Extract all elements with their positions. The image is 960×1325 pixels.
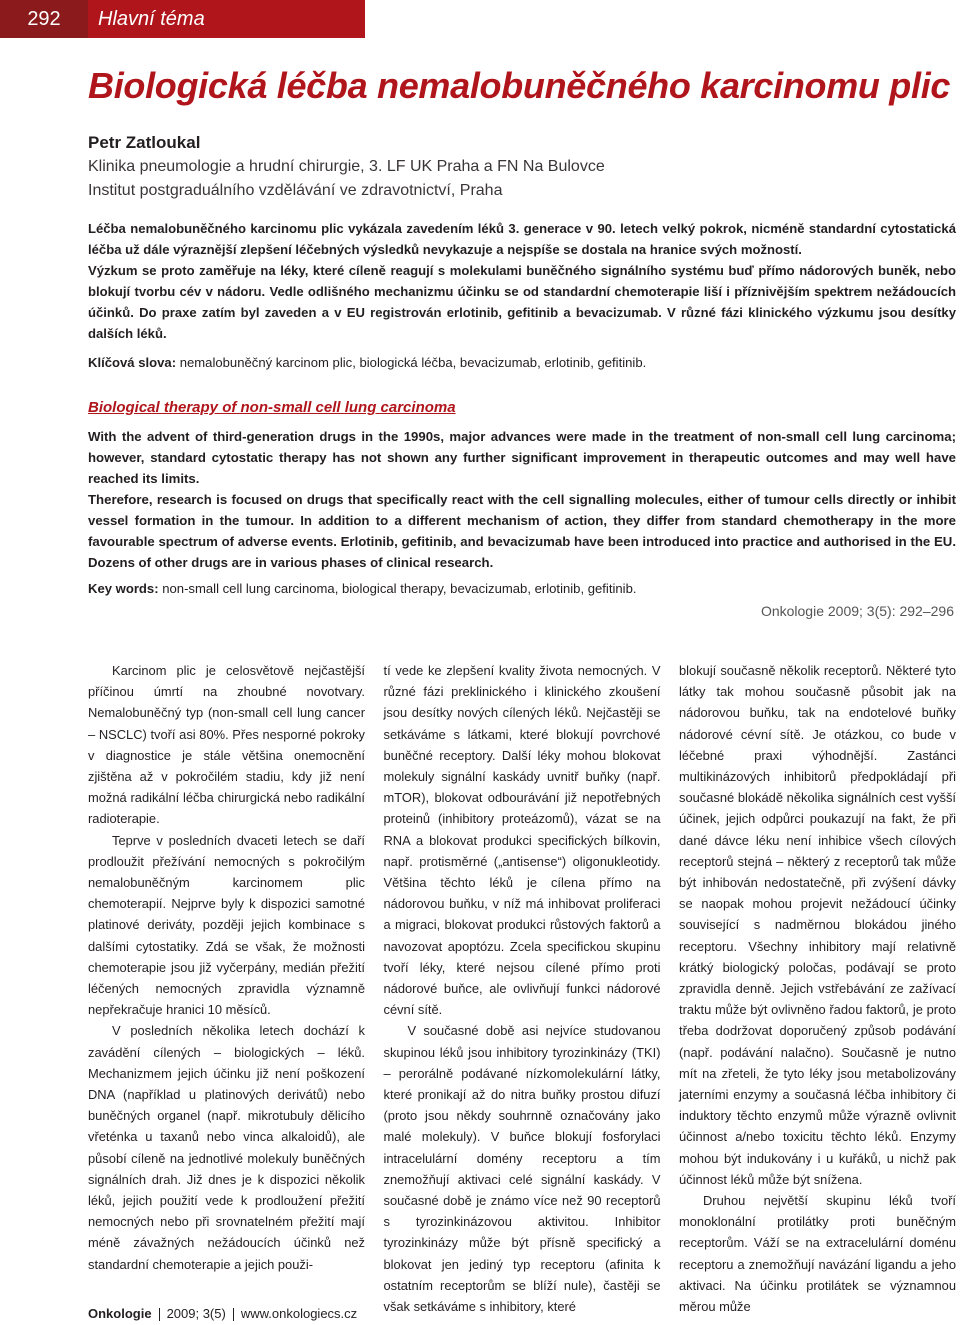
body-paragraph: Druhou největší skupinu léků tvoří monoklonální protilátky proti buněčným receptorům. Váží se na extracelulární doménu receptoru a znemožňují navázání ligandu a jeho aktivaci. Na účinku protilátek se významnou měrou může (679, 1193, 956, 1315)
body-column-1 (88, 660, 365, 1285)
author-name: Petr Zatloukal (88, 133, 201, 152)
footer-journal: Onkologie (88, 1306, 152, 1321)
footer-separator (159, 1308, 160, 1321)
running-header (0, 0, 365, 38)
keywords-cz-text: nemalobuněčný karcinom plic, biologická léčba, bevacizumab, erlotinib, gefitinib. (179, 355, 647, 370)
body-paragraph: blokují současně několik receptorů. Některé tyto látky tak mohou současně působit jak na nádorovou buňku, tak na endotelové buňky nádorové cévní sítě. Je otázkou, co bude v léčebné praxi výhodnější. Zastánci multikinázových inhibitorů předpokládají při současné blokádě několika signálních cest vyšší účinek, jejich odpůrci poukazují na fakt, že při dané dávce léku není inhibice všech cílových receptorů stejná – některý z receptorů tak může být inhibován nedostatečně, při zvýšení dávky se naopak mohou projevit nežádoucí účinky související s nadměrnou blokádou jiného receptoru. Všechny inhibitory mají relativně krátký biologický poločas, podávají se proto zpravidla denně. Jejich vstřebávání ze zažívací traktu může být ovlivněno řadou faktorů, je proto třeba dodržovat doporučený způsob podávání (např. podávání nalačno). Současně je nutno mít na zřeteli, že tyto léky jsou metabolizovány jaterními enzymy a současná léčba inhibitory či induktory těchto enzymů může výrazně ovlivnit účinnost a/nebo toxicitu těchto léků. Enzymy mohou být indukovány i u kuřáků, u nichž pak účinnost léků může být snížena. (679, 663, 956, 1187)
section-name: Hlavní téma (88, 0, 365, 38)
abstract-cz-paragraph: Léčba nemalobuněčného karcinomu plic vykázala zavedením léků 3. generace v 90. letech velký pokrok, nicméně standardní cytostatická léčba už dále výraznější zlepšení léčebných výsledků nevykazuje a nejspíše se dostala na hranice svých možností. (88, 221, 956, 257)
citation: Onkologie 2009; 3(5): 292–296 (760, 603, 954, 619)
article-title: Biologická léčba nemalobuněčného karcinomu plic (88, 65, 951, 106)
affiliation-2: Institut postgraduálního vzdělávání ve zdravotnictví, Praha (88, 182, 503, 199)
body-paragraph: Karcinom plic je celosvětově nejčastější příčinou úmrtí na zhoubné novotvary. Nemalobuněčný typ (non-small cell lung cancer – NSCLC) tvoří asi 80%. Přes nesporné pokroky v diagnostice je stále většina onemocnění zjištěna až v pokročilém stadiu, kdy již není možná radikální léčba chirurgická nebo radikální radioterapie. (88, 663, 365, 827)
body-column-3 (679, 660, 956, 1315)
body-paragraph: Teprve v posledních dvaceti letech se daří prodloužit přežívání nemocných s pokročilým nemalobuněčným karcinomem plic chemoterapií. Nejprve byly k dispozici samotné platinové deriváty, později jejich kombinace s dalšími cytostatiky. Zdá se však, že možnosti chemoterapie jsou již vyčerpány, medián přežití léčených nemocných zpravidla významně nepřekračuje hranici 10 měsíců. (88, 832, 365, 1018)
keywords-cz (88, 355, 956, 370)
page-footer (88, 1306, 357, 1321)
abstract-en (88, 426, 956, 573)
english-title: Biological therapy of non-small cell lung carcinoma (88, 399, 456, 416)
affiliation-1: Klinika pneumologie a hrudní chirurgie, 3. LF UK Praha a FN Na Bulovce (88, 158, 605, 175)
keywords-en-label: Key words: (88, 581, 159, 596)
abstract-cz-paragraph: Výzkum se proto zaměřuje na léky, které cíleně reagují s molekulami buněčného signálního systému buď přímo nádorových buněk, nebo blokují tvorbu cév v nádoru. Vedle odlišného mechanizmu účinku se od standardní chemoterapie liší i příznivějším spektrem nežádoucích účinků. Do praxe zatím byl zaveden a v EU registrován erlotinib, gefitinib a bevacizumab. V různé fázi klinického výzkumu jsou desítky dalších léků. (88, 263, 956, 341)
footer-separator (233, 1308, 234, 1321)
footer-website[interactable]: www.onkologiecs.cz (240, 1306, 358, 1321)
body-paragraph: V současné době asi nejvíce studovanou skupinou léků jsou inhibitory tyrozinkinázy (TKI) – perorálně podávané nízkomolekulární látky, které pronikají až do nitra buňky prostou difuzí (proto jsou někdy souhrnně označovány jako malé molekuly). V buňce blokují fosforylaci intracelulární domény receptoru a tím znemožňují aktivaci celé signální kaskády. V současné době je známo více než 90 receptorů s tyrozinkinázovou aktivitou. Inhibitor tyrozinkinázy může být přísně specifický a blokovat jen jediný typ receptoru (afinita k ostatním receptorům se blíží nule), častěji se však setkáváme s inhibitory, které (383, 1023, 661, 1315)
keywords-en-text: non-small cell lung carcinoma, biological therapy, bevacizumab, erlotinib, gefitinib. (162, 581, 637, 596)
keywords-en (88, 581, 956, 596)
body-paragraph: V posledních několika letech dochází k zavádění cílených – biologických – léků. Mechanizmem jejich účinku již není poškození DNA (například u platinových derivátů) nebo buněčných organel (např. mikrotubuly dělicího vřeténka u taxanů nebo vinca alkaloidů), ale působí cíleně na jednotlivé molekuly buněčných signálních drah. Již dnes je k dispozici několik léků, jejich použití vede k prodloužení přežití nemocných nebo při srovnatelném přežití mají méně závažných nežádoucích účinků než standardní chemoterapie a jejich použi- (88, 1023, 365, 1272)
abstract-en-paragraph: Therefore, research is focused on drugs that specifically react with the cell signalling molecules, either of tumour cells directly or inhibit vessel formation in the tumour. In addition to a different mechanism of action, they differ from standard chemotherapy in the more favourable spectrum of adverse events. Erlotinib, gefitinib, and bevacizumab have been introduced into practice and authorised in the EU. Dozens of other drugs are in various phases of clinical research. (88, 492, 956, 570)
body-paragraph: tí vede ke zlepšení kvality života nemocných. V různé fázi preklinického i klinického zkoušení jsou desítky nových cílených léků. Nejčastěji se setkáváme s látkami, které blokují povrchové buněčné receptory. Další léky mohou blokovat molekuly signální kaskády uvnitř buňky (např. mTOR), blokovat odbourávání již nepotřebných proteinů (inhibitory proteázomů), vázat se na RNA a blokovat produkci specifických bílkovin, např. protisměrné („antisense“) oligonukleotidy. Většina těchto léků je cílena přímo na nádorovou buňku, v níž má inhibovat proliferaci a migraci, blokovat produkci růstových faktorů a navozovat apoptózu. Zcela specifickou skupinu tvoří léky, které nejsou cílené přímo proti nádorové buňce, ale ovlivňují funkci nádorové cévní sítě. (383, 663, 661, 1018)
abstract-en-paragraph: With the advent of third-generation drugs in the 1990s, major advances were made in the treatment of non-small cell lung carcinoma; however, standard cytostatic therapy has not shown any further significant improvement in therapeutic outcomes and may well have reached its limits. (88, 429, 956, 486)
abstract-cz (88, 218, 956, 344)
keywords-cz-label: Klíčová slova: (88, 355, 177, 370)
footer-issue: 2009; 3(5) (166, 1306, 226, 1321)
page-number: 292 (0, 0, 88, 38)
body-column-2 (383, 660, 661, 1315)
